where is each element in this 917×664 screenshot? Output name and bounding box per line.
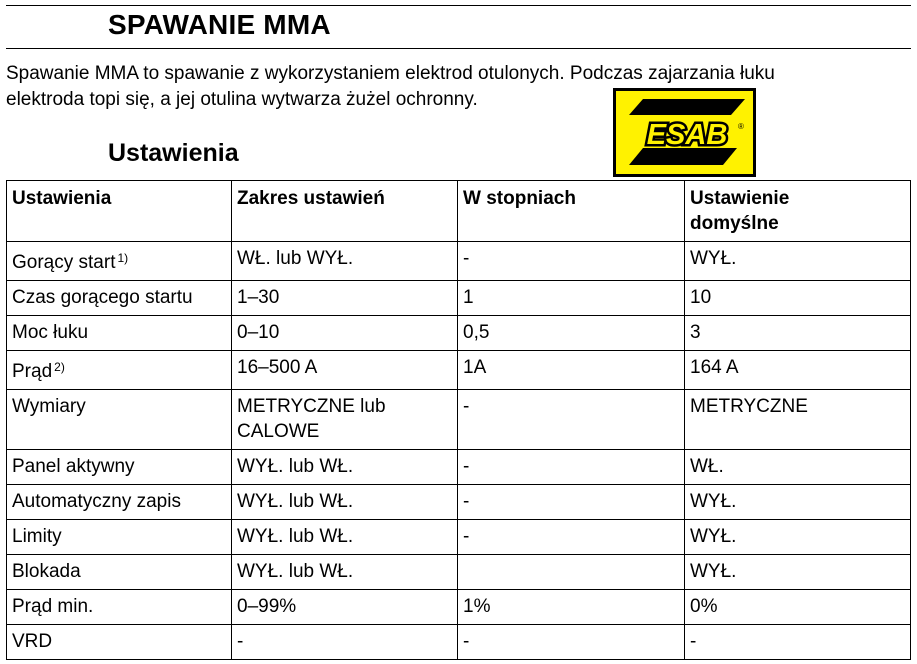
top-rule [6, 5, 911, 6]
footnote-marker: 1) [117, 251, 129, 265]
table-row [7, 625, 911, 660]
setting-name-cell [7, 590, 232, 625]
setting-step-cell: 1 [458, 281, 685, 316]
setting-name: Gorący start [12, 252, 116, 273]
setting-range-cell: 1–30 [232, 281, 458, 316]
header-default: Ustawienie domyślne [685, 181, 911, 242]
setting-default-cell: 10 [685, 281, 911, 316]
setting-name-cell [7, 316, 232, 351]
setting-range-cell: 0–99% [232, 590, 458, 625]
table-row [7, 485, 911, 520]
footnote-marker: 2) [54, 360, 65, 374]
setting-name: Prąd [12, 361, 53, 382]
setting-range-cell: WYŁ. lub WŁ. [232, 520, 458, 555]
setting-default-cell: WYŁ. [685, 555, 911, 590]
setting-name-cell [7, 485, 232, 520]
setting-step-cell: - [458, 390, 685, 450]
table-header-row [7, 181, 911, 242]
logo-top-bar [629, 99, 745, 115]
setting-range-cell: WŁ. lub WYŁ. [232, 242, 458, 281]
intro-line-1: Spawanie MMA to spawanie z wykorzystaniem elektrod otulonych. Podczas zajarzania łuku [6, 63, 775, 84]
setting-step-cell [458, 555, 685, 590]
setting-step-cell: - [458, 242, 685, 281]
registered-mark: ® [738, 122, 744, 131]
setting-step-cell: - [458, 450, 685, 485]
setting-name-cell [7, 520, 232, 555]
setting-name-cell [7, 390, 232, 450]
table-row [7, 555, 911, 590]
header-setting: Ustawienia [7, 181, 232, 242]
setting-range-cell: METRYCZNE lub CALOWE [232, 390, 458, 450]
setting-default-cell: WYŁ. [685, 520, 911, 555]
setting-range-cell: WYŁ. lub WŁ. [232, 450, 458, 485]
setting-name: Blokada [12, 561, 81, 582]
setting-name: Wymiary [12, 396, 86, 417]
setting-name-cell [7, 351, 232, 390]
setting-range-cell: 16–500 A [232, 351, 458, 390]
setting-name-cell [7, 242, 232, 281]
table-row [7, 590, 911, 625]
table-row [7, 281, 911, 316]
setting-range-cell: WYŁ. lub WŁ. [232, 485, 458, 520]
setting-range-cell: WYŁ. lub WŁ. [232, 555, 458, 590]
setting-step-cell: - [458, 485, 685, 520]
setting-range-cell: 0–10 [232, 316, 458, 351]
setting-default-cell: WYŁ. [685, 242, 911, 281]
setting-name-cell [7, 281, 232, 316]
setting-default-cell: 0% [685, 590, 911, 625]
setting-default-cell: WŁ. [685, 450, 911, 485]
setting-default-cell: METRYCZNE [685, 390, 911, 450]
setting-range-cell: - [232, 625, 458, 660]
setting-step-cell: 1% [458, 590, 685, 625]
title-rule [6, 48, 911, 49]
table-row [7, 351, 911, 390]
header-range: Zakres ustawień [232, 181, 458, 242]
setting-step-cell: 0,5 [458, 316, 685, 351]
table-row [7, 390, 911, 450]
setting-default-cell: WYŁ. [685, 485, 911, 520]
page-title: SPAWANIE MMA [108, 9, 331, 40]
table-row [7, 450, 911, 485]
setting-name: Czas gorącego startu [12, 287, 193, 308]
setting-step-cell: 1A [458, 351, 685, 390]
setting-step-cell: - [458, 625, 685, 660]
header-step: W stopniach [458, 181, 685, 242]
setting-step-cell: - [458, 520, 685, 555]
section-heading: Ustawienia [108, 139, 239, 167]
setting-name-cell [7, 555, 232, 590]
table-row [7, 316, 911, 351]
setting-name: Panel aktywny [12, 456, 135, 477]
esab-logo [613, 88, 756, 177]
setting-name: Automatyczny zapis [12, 491, 181, 512]
setting-name: Moc łuku [12, 322, 89, 343]
setting-name: Limity [12, 526, 62, 547]
setting-name-cell [7, 625, 232, 660]
intro-paragraph [6, 61, 906, 113]
setting-name: VRD [12, 631, 53, 652]
table-row [7, 242, 911, 281]
logo-wordmark: ESAB [646, 119, 728, 151]
intro-line-2: elektroda topi się, a jej otulina wytwarza żużel ochronny. [6, 89, 478, 110]
setting-name-cell [7, 450, 232, 485]
settings-table [6, 180, 911, 660]
setting-default-cell: - [685, 625, 911, 660]
setting-default-cell: 164 A [685, 351, 911, 390]
table-body [7, 242, 911, 660]
table-row [7, 520, 911, 555]
setting-name: Prąd min. [12, 596, 94, 617]
setting-default-cell: 3 [685, 316, 911, 351]
